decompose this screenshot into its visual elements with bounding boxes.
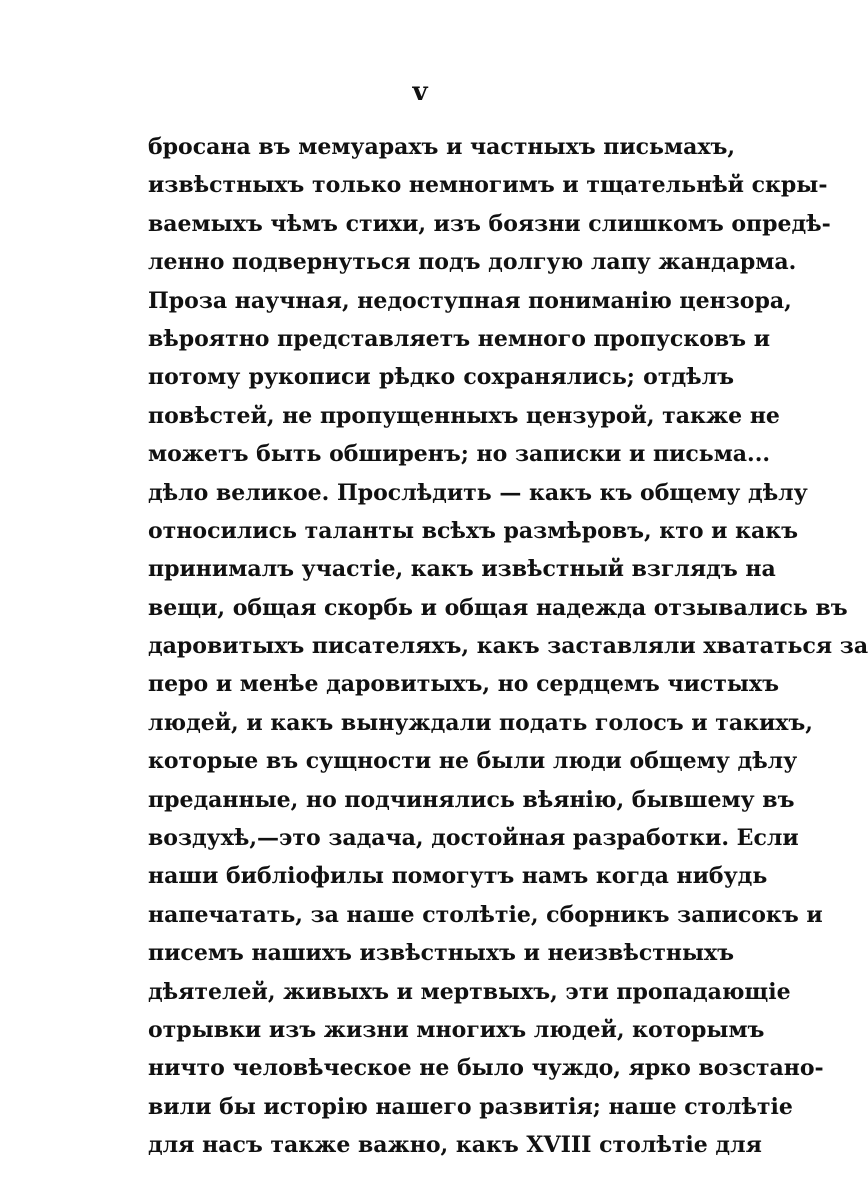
text-line: перо и менѣе даровитыхъ, но сердцемъ чистыхъ [148, 671, 779, 698]
text-line: принималъ участіе, какъ извѣстный взглядъ на [148, 556, 776, 583]
text-line: вещи, общая скорбь и общая надежда отзывались въ [148, 594, 848, 621]
page-number: v [412, 77, 428, 107]
text-line: можетъ быть обширенъ; но записки и письма... [148, 441, 771, 468]
text-line: бросана въ мемуарахъ и частныхъ письмахъ, [148, 134, 735, 160]
text-line: относились таланты всѣхъ размѣровъ, кто и какъ [148, 517, 799, 544]
text-line: преданные, но подчинялись вѣянію, бывшему въ [148, 786, 795, 813]
text-line: ваемыхъ чѣмъ стихи, изъ боязни слишкомъ опредѣ- [148, 210, 831, 237]
text-line: людей, и какъ вынуждали подать голосъ и такихъ, [148, 709, 813, 736]
text-line: дѣло великое. Прослѣдить — какъ къ общему дѣлу [148, 479, 808, 506]
text-line: воздухѣ,—это задача, достойная разработки. Если [148, 825, 799, 852]
text-line: повѣстей, не пропущенныхъ цензурой, также не [148, 402, 780, 429]
text-line: извѣстныхъ только немногимъ и тщательнѣй скры- [148, 172, 828, 199]
text-line: для насъ также важно, какъ XVIII столѣтіе для [148, 1132, 762, 1159]
text-line: отрывки изъ жизни многихъ людей, которымъ [148, 1016, 765, 1043]
text-line: которые въ сущности не были люди общему дѣлу [148, 748, 798, 775]
text-line: наши библіофилы помогутъ намъ когда нибудь [148, 863, 768, 890]
text-line: потому рукописи рѣдко сохранялись; отдѣлъ [148, 364, 734, 391]
text-line: вили бы исторію нашего развитія; наше столѣтіе [148, 1093, 793, 1120]
text-line: писемъ нашихъ извѣстныхъ и неизвѣстныхъ [148, 940, 734, 967]
text-line: ленно подвернуться подъ долгую лапу жандарма. [148, 249, 797, 276]
text-line: ничто человѣческое не было чуждо, ярко возстано- [148, 1055, 824, 1082]
text-line: вѣроятно представляетъ немного пропусковъ и [148, 325, 771, 352]
text-line: даровитыхъ писателяхъ, какъ заставляли хвататься за [148, 633, 868, 660]
text-line: напечатать, за наше столѣтіе, сборникъ записокъ и [148, 901, 823, 928]
text-line: Проза научная, недоступная пониманію цензора, [148, 287, 792, 314]
text-line: дѣятелей, живыхъ и мертвыхъ, эти пропадающіе [148, 978, 791, 1005]
body-text [148, 128, 868, 1165]
